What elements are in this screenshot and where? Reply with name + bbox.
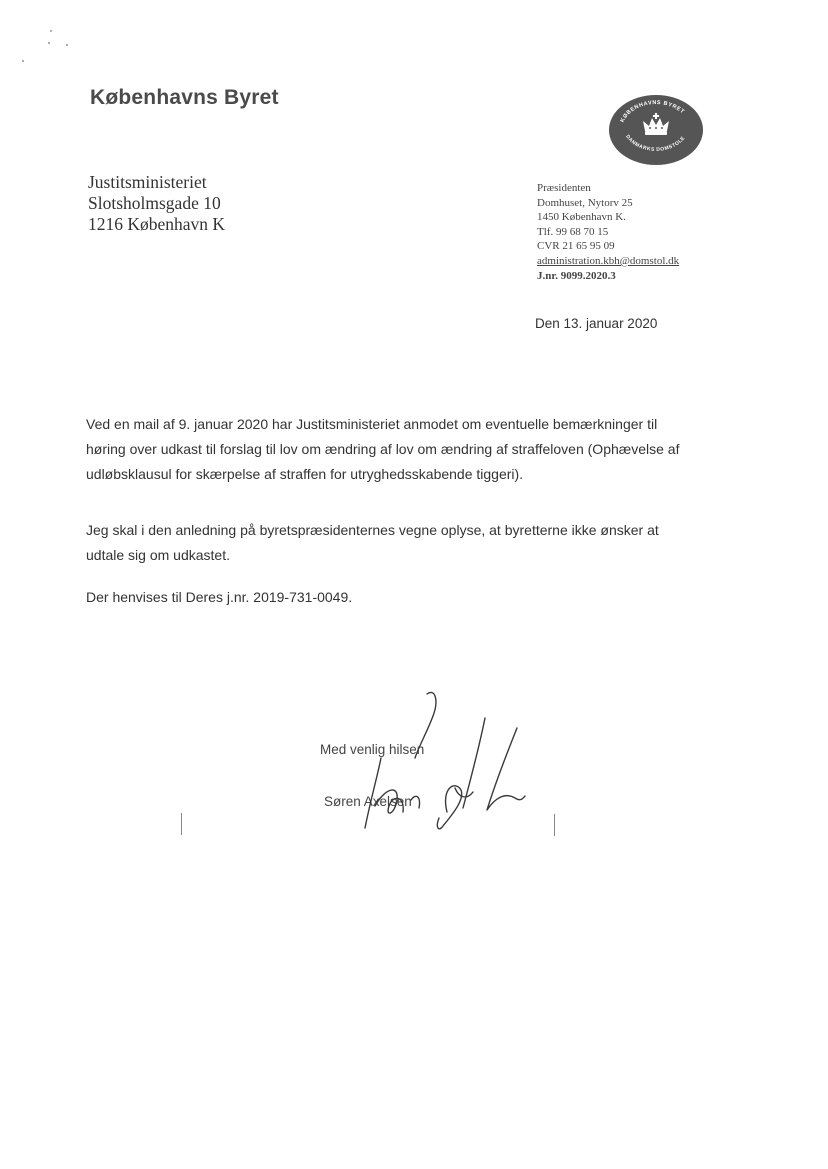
closing-greeting: Med venlig hilsen [320, 742, 425, 757]
signer-name: Søren Axelsen [324, 794, 412, 809]
recipient-name: Justitsministeriet [88, 172, 207, 192]
sender-cvr: CVR 21 65 95 09 [537, 240, 615, 253]
recipient-address [88, 172, 225, 235]
scan-speck [48, 42, 50, 44]
body-paragraph-3: Der henvises til Deres j.nr. 2019-731-0049. [86, 589, 353, 605]
body-paragraph-1: Ved en mail af 9. januar 2020 har Justitsministeriet anmodet om eventuelle bemærkninger til høring over udkast til forslag til lov om ændring af lov om ændring af straffeloven (Ophævelse af udløbsklausul for skærpelse af straffen for utryghedsskabende tiggeri). [86, 416, 680, 482]
sender-title: Præsidenten [537, 182, 591, 194]
court-name: Københavns Byret [90, 86, 279, 109]
scan-speck [66, 44, 68, 46]
scan-margin-mark [181, 813, 182, 835]
sender-address-city: 1450 København K. [537, 211, 626, 224]
letter-date: Den 13. januar 2020 [535, 316, 658, 331]
sender-reference-number: J.nr. 9099.2020.3 [537, 269, 616, 282]
recipient-city: 1216 København K [88, 214, 226, 234]
svg-text:KØBENHAVNS BYRET: KØBENHAVNS BYRET [619, 99, 686, 124]
body-paragraph-2: Jeg skal i den anledning på byretspræsidenternes vegne oplyse, at byretterne ikke ønsker at udtale sig om udkastet. [86, 522, 659, 563]
svg-text:DANMARKS DOMSTOLE: DANMARKS DOMSTOLE [624, 133, 687, 153]
recipient-street: Slotsholmsgade 10 [88, 193, 221, 213]
scan-speck [50, 30, 52, 32]
scan-speck [22, 60, 24, 62]
scan-margin-mark [554, 814, 555, 836]
court-seal-logo [608, 94, 704, 166]
sender-address-street: Domhuset, Nytorv 25 [537, 196, 633, 209]
sender-phone: Tlf. 99 68 70 15 [537, 225, 609, 238]
sender-block [537, 181, 679, 283]
handwritten-signature [355, 688, 535, 838]
sender-email-link[interactable]: administration.kbh@domstol.dk [537, 254, 680, 267]
